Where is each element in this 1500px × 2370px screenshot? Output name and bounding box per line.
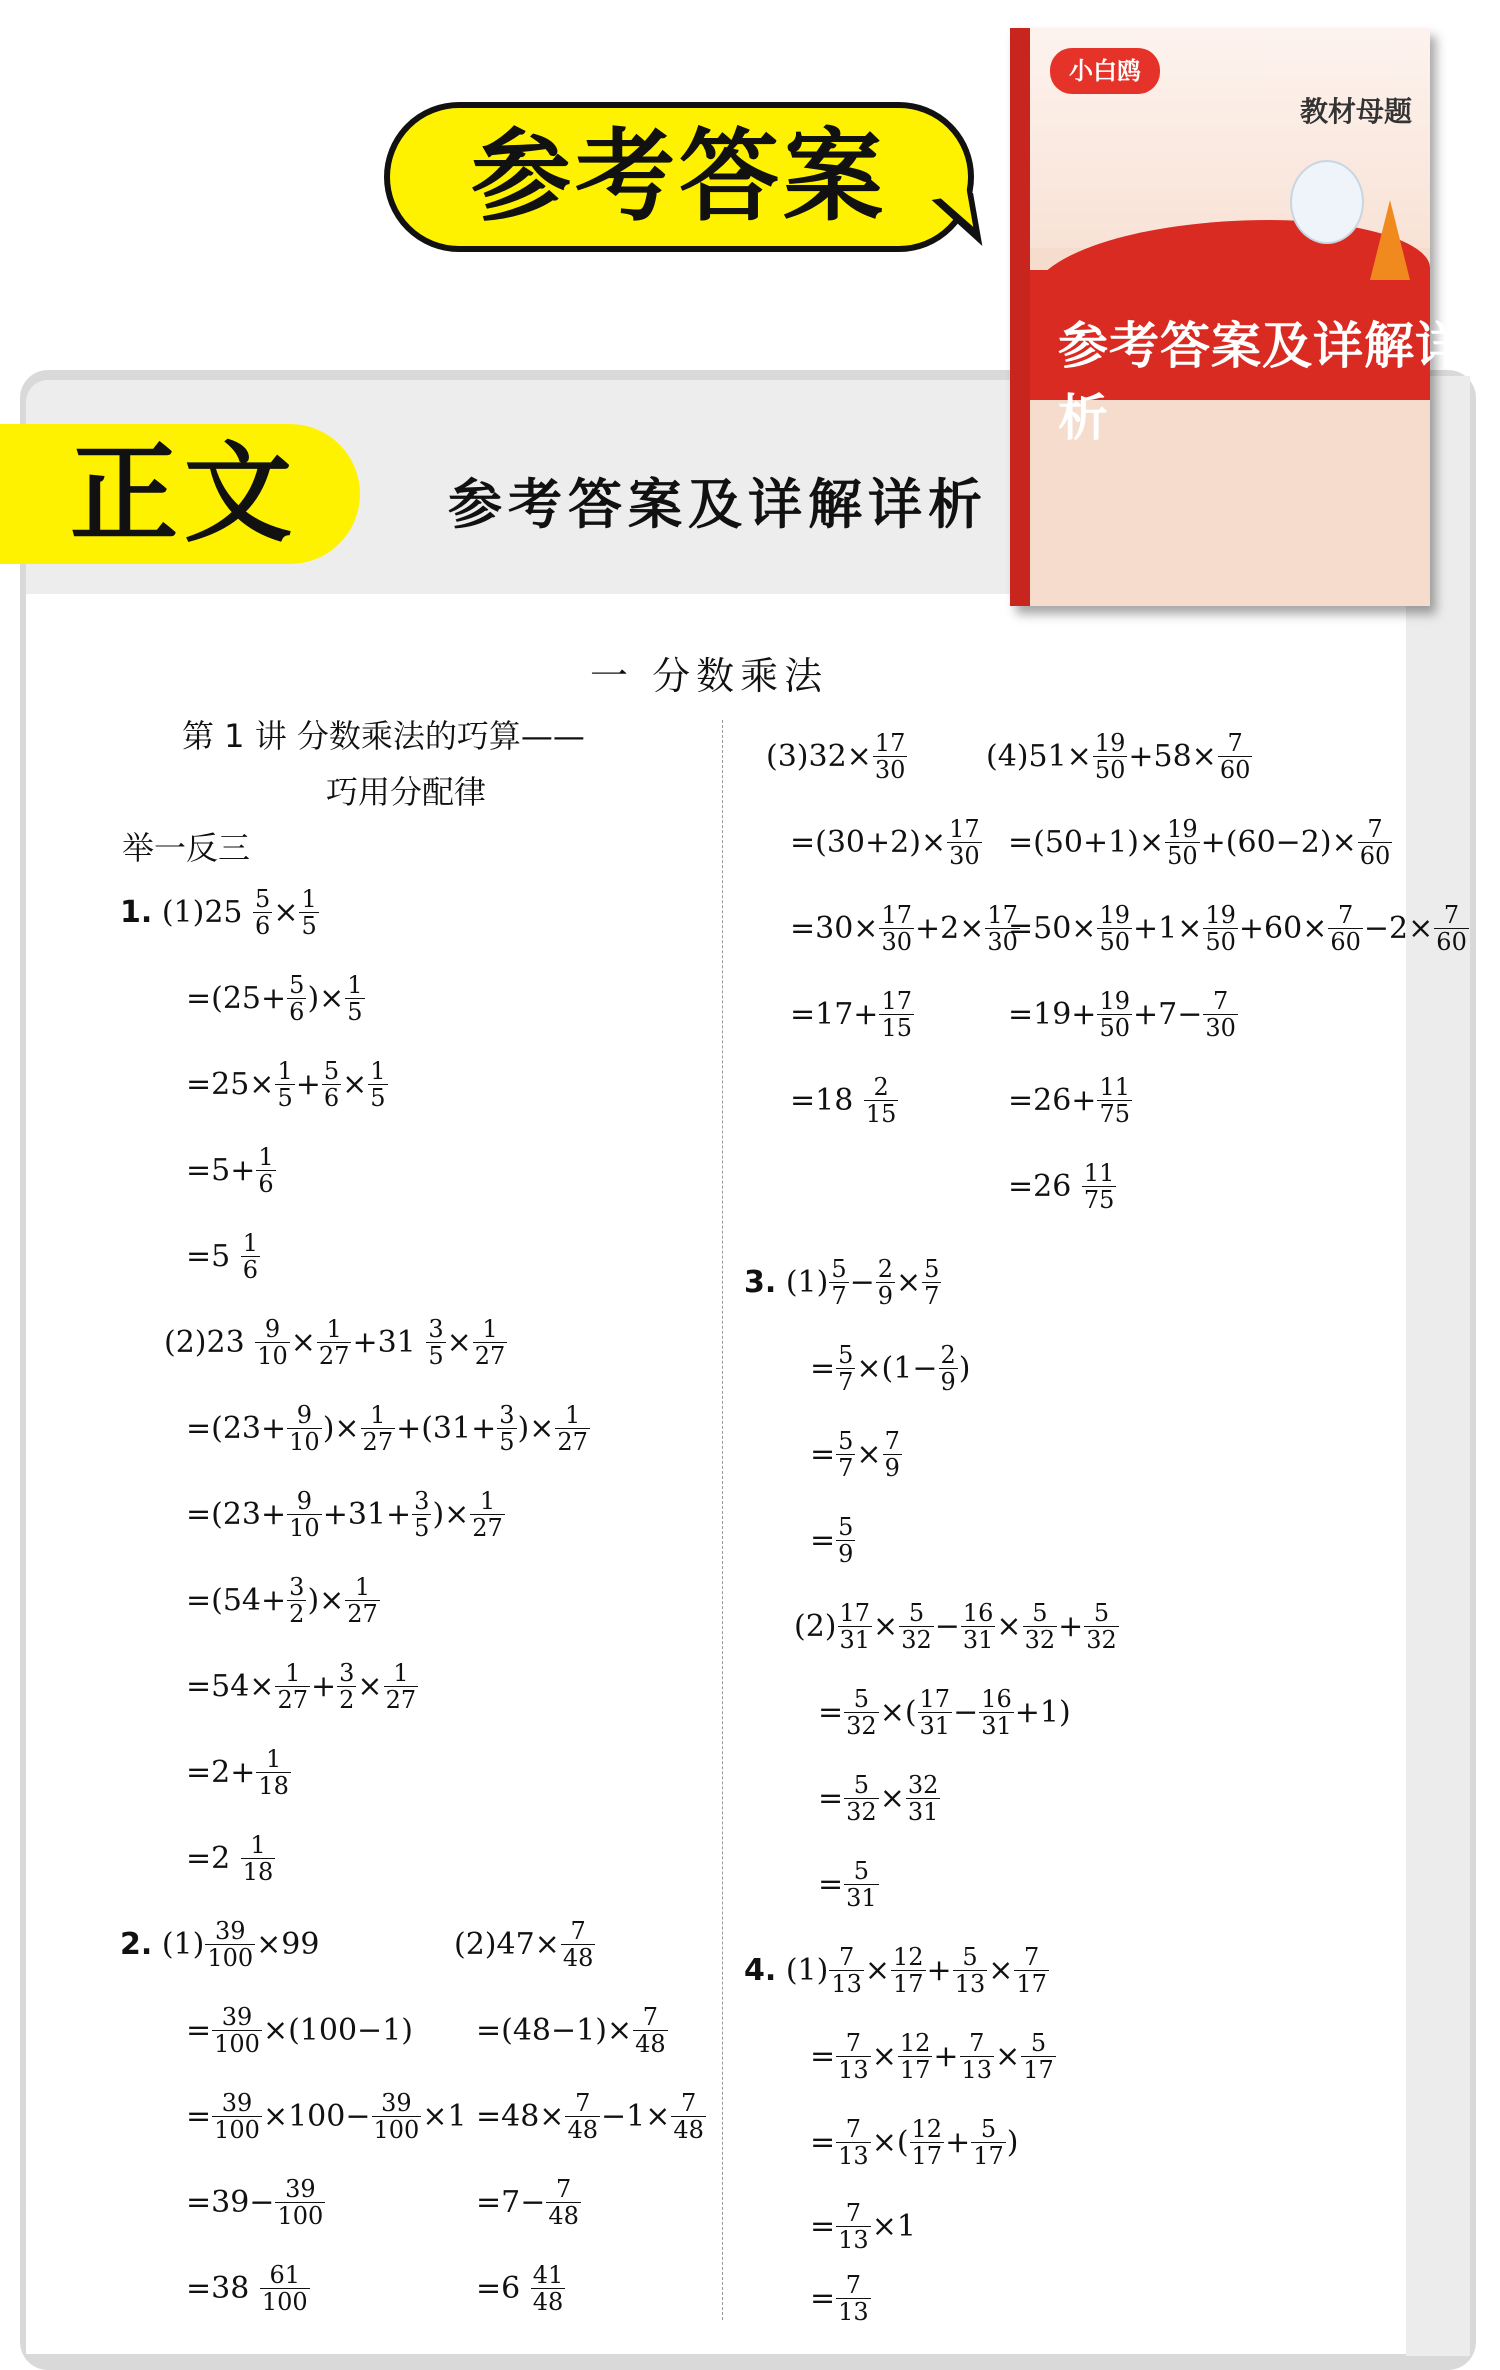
solution-step: = $\frac{7}{13}$ ×1 [810,2199,916,2254]
problem-1-4: (4)51× $\frac{19}{50}$ +58× $\frac{7}{60}$ [986,729,1251,784]
solution-step: = $\frac{5}{32}$ ×( $\frac{17}{31}$ − $\frac{16}{31}$ +1) [818,1685,1071,1740]
problem-1-2: (2)23 $\frac{9}{10}$ × $\frac{1}{27}$ +31 $\frac{3}{5}$ × $\frac{1}{27}$ [164,1315,506,1370]
solution-step: =30× $\frac{17}{30}$ +2× $\frac{17}{30}$ [790,901,1018,956]
chapter-title: 一 分数乘法 [590,654,829,698]
book-logo: 小白鸥 [1050,48,1160,94]
problem-2-2: (2)47× $\frac{7}{48}$ [454,1917,594,1972]
bird-mascot-icon [1290,160,1364,244]
solution-step: =50× $\frac{19}{50}$ +1× $\frac{19}{50}$ +60× $\frac{7}{60}$ −2× $\frac{7}{60}$ [1008,901,1467,956]
solution-step: = $\frac{7}{13}$ × $\frac{12}{17}$ + $\frac{7}{13}$ × $\frac{5}{17}$ [810,2029,1054,2084]
column-divider [722,720,723,2320]
lesson-title-line2: 巧用分配律 [326,773,487,811]
solution-step: =(23+ $\frac{9}{10}$ +31+ $\frac{3}{5}$ )× $\frac{1}{27}$ [186,1487,503,1542]
solution-step: = $\frac{7}{13}$ [810,2271,869,2326]
solution-step: = $\frac{5}{9}$ [810,1513,854,1568]
problem-number: 2. [120,1926,153,1962]
solution-step: =48× $\frac{7}{48}$ −1× $\frac{7}{48}$ [476,2089,704,2144]
problem-1-1: 1. (1)25 $\frac{5}{6}$ × $\frac{1}{5}$ [120,885,317,940]
book-spine [1010,28,1030,606]
solution-step: =5+ $\frac{1}{6}$ [186,1143,274,1198]
solution-step: = $\frac{7}{13}$ ×( $\frac{12}{17}$ + $\frac{5}{17}$ ) [810,2115,1019,2170]
section-pill-label: 正文 [70,432,299,557]
solution-step: =(54+ $\frac{3}{2}$ )× $\frac{1}{27}$ [186,1573,378,1628]
solution-step: =6 $\frac{41}{48}$ [476,2261,564,2316]
solution-step: =18 $\frac{2}{15}$ [790,1073,897,1128]
solution-step: =(48−1)× $\frac{7}{48}$ [476,2003,666,2058]
solution-step: =54× $\frac{1}{27}$ + $\frac{3}{2}$ × $\frac{1}{27}$ [186,1659,417,1714]
problem-2-1: 2. (1) $\frac{39}{100}$ ×99 [120,1917,320,1972]
solution-step: =17+ $\frac{17}{15}$ [790,987,912,1042]
solution-step: =(25+ $\frac{5}{6}$ )× $\frac{1}{5}$ [186,971,363,1026]
problem-number: 3. [744,1264,777,1300]
solution-step: =26 $\frac{11}{75}$ [1008,1159,1115,1214]
solution-step: =2 $\frac{1}{18}$ [186,1831,274,1886]
book-band-title: 参考答案及详解详析 [1058,317,1466,447]
problem-3-2: (2) $\frac{17}{31}$ × $\frac{5}{32}$ − $\frac{16}{31}$ × $\frac{5}{32}$ + $\frac{5}{32}$ [794,1599,1117,1654]
bubble-title: 参考答案 [471,118,887,235]
solution-step: =(50+1)× $\frac{19}{50}$ +(60−2)× $\frac{7}{60}$ [1008,815,1391,870]
solution-step: = $\frac{5}{32}$ × $\frac{32}{31}$ [818,1771,939,1826]
subheading: 举一反三 [122,829,251,867]
solution-step: = $\frac{5}{7}$ ×(1− $\frac{2}{9}$ ) [810,1341,971,1396]
triangle-ruler-icon [1370,200,1410,280]
problem-4-1: 4. (1) $\frac{7}{13}$ × $\frac{12}{17}$ + $\frac{5}{13}$ × $\frac{7}{17}$ [744,1943,1047,1998]
problem-1-3: (3)32× $\frac{17}{30}$ [766,729,906,784]
solution-step: =19+ $\frac{19}{50}$ +7− $\frac{7}{30}$ [1008,987,1236,1042]
card-edge [1406,376,1470,2356]
problem-number: 4. [744,1952,777,1988]
solution-step: =(30+2)× $\frac{17}{30}$ [790,815,980,870]
solution-step: = $\frac{39}{100}$ ×(100−1) [186,2003,413,2058]
solution-step: =2+ $\frac{1}{18}$ [186,1745,289,1800]
solution-step: =25× $\frac{1}{5}$ + $\frac{5}{6}$ × $\frac{1}{5}$ [186,1057,386,1112]
solution-step: =26+ $\frac{11}{75}$ [1008,1073,1130,1128]
book-subtitle: 教材母题 [1300,95,1413,128]
problem-3-1: 3. (1) $\frac{5}{7}$ − $\frac{2}{9}$ × $\frac{5}{7}$ [744,1255,940,1310]
lesson-title: 第 1 讲 分数乘法的巧算—— [182,717,585,755]
solution-step: =(23+ $\frac{9}{10}$ )× $\frac{1}{27}$ +(31+ $\frac{3}{5}$ )× $\frac{1}{27}$ [186,1401,588,1456]
solution-step: = $\frac{5}{31}$ [818,1857,877,1912]
problem-number: 1. [120,894,153,930]
solution-step: =38 $\frac{61}{100}$ [186,2261,308,2316]
solution-step: =5 $\frac{1}{6}$ [186,1229,259,1284]
header-title: 参考答案及详解详析 [448,473,988,536]
solution-step: = $\frac{5}{7}$ × $\frac{7}{9}$ [810,1427,900,1482]
solution-step: =7− $\frac{7}{48}$ [476,2175,579,2230]
solution-step: = $\frac{39}{100}$ ×100− $\frac{39}{100}$ ×1 [186,2089,467,2144]
solution-step: =39− $\frac{39}{100}$ [186,2175,324,2230]
